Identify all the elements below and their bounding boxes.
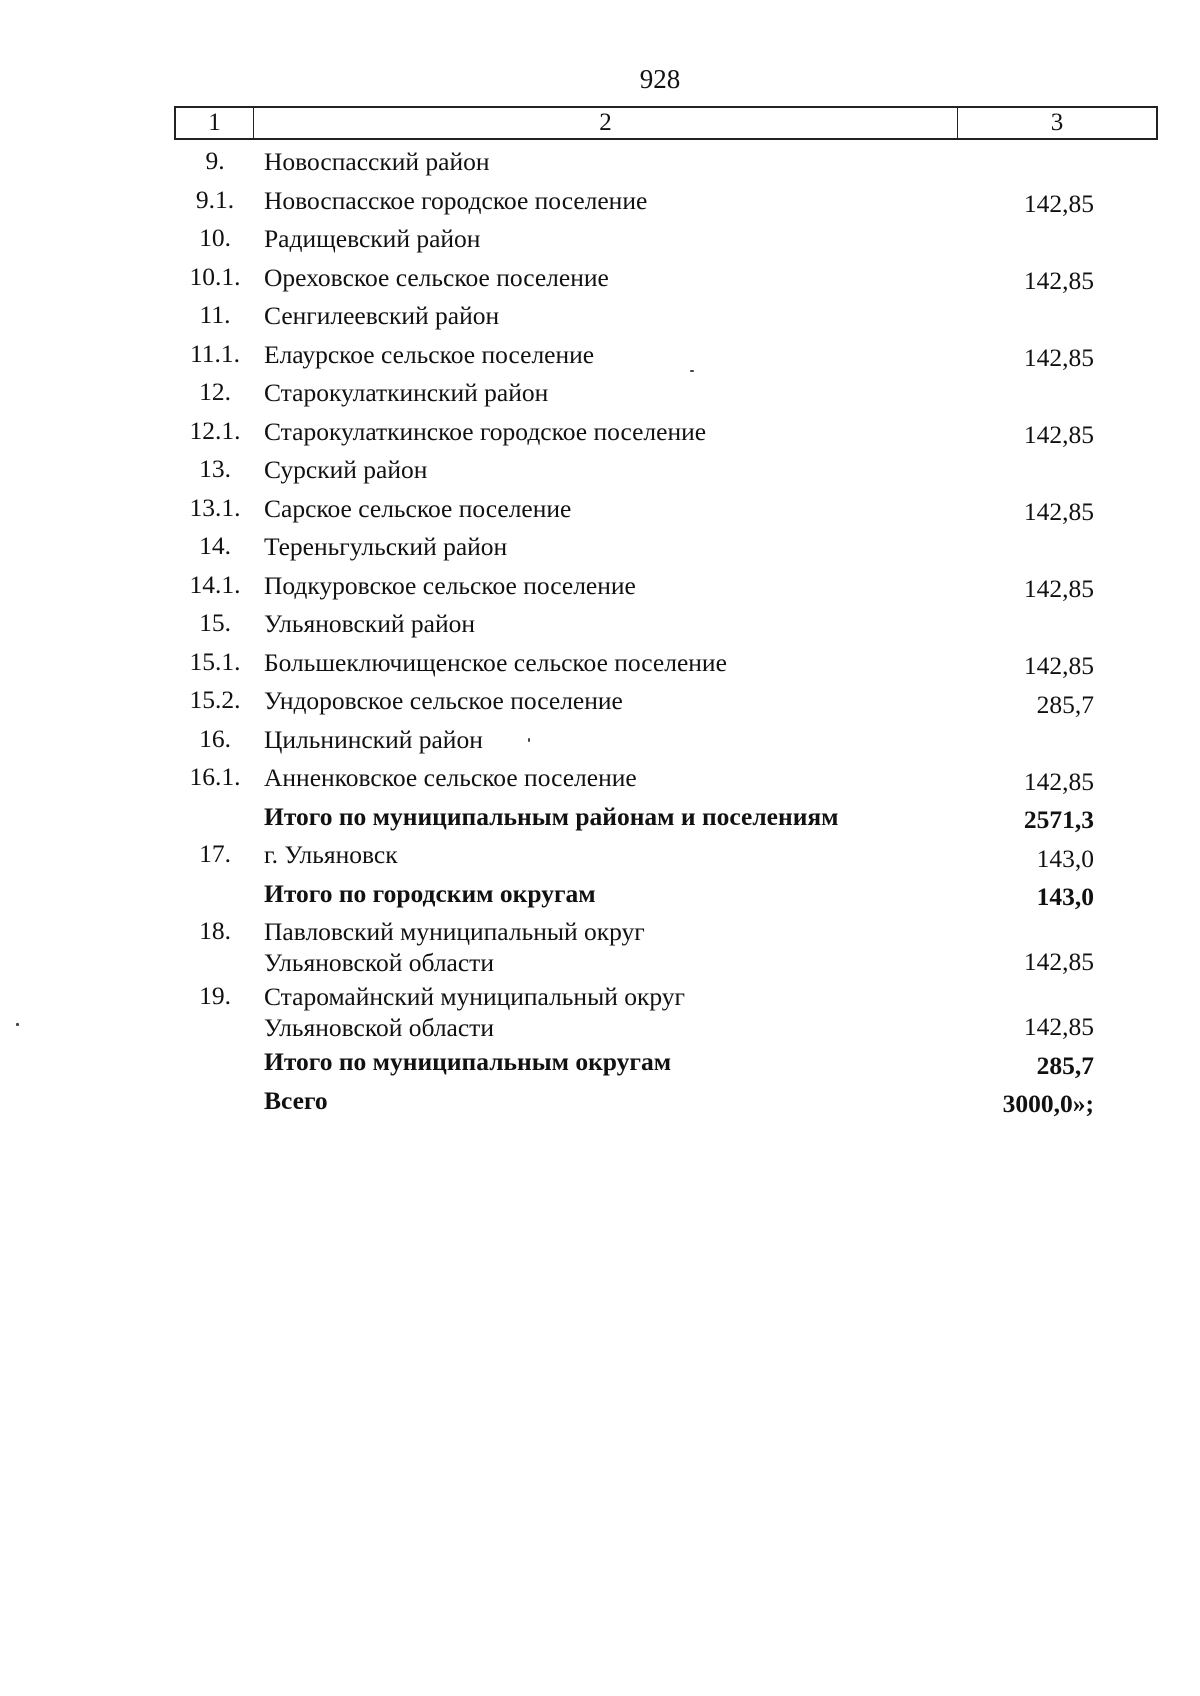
row-name: Сенгилеевский район <box>264 301 500 330</box>
row-name: Цильнинский район <box>264 724 483 754</box>
scan-speck <box>16 1023 19 1026</box>
table-row <box>0 529 1200 568</box>
row-value: 142,85 <box>1023 497 1094 526</box>
table-row <box>0 722 1200 761</box>
table-row <box>0 914 1200 979</box>
row-value: 142,85 <box>1023 947 1094 976</box>
row-value: 285,7 <box>1036 1050 1094 1080</box>
header-col-2: 2 <box>254 108 958 138</box>
table-row <box>0 221 1200 260</box>
row-value: 142,85 <box>1023 574 1094 603</box>
row-name: Елаурское сельское поселение <box>264 339 595 369</box>
row-number: 10.1. <box>189 261 241 291</box>
row-value: 2571,3 <box>1023 805 1094 834</box>
row-number: 13.1. <box>189 492 241 522</box>
row-name: Новоспасское городское поселение <box>264 185 648 215</box>
row-name: Большеключищенское сельское поселение <box>264 647 727 677</box>
row-value: 285,7 <box>1036 689 1094 719</box>
row-number: 11. <box>199 300 231 329</box>
page-number: 928 <box>639 64 681 94</box>
table-row <box>0 683 1200 722</box>
row-number: 19. <box>199 981 231 1010</box>
row-name: Ореховское сельское поселение <box>264 262 609 292</box>
table-row <box>0 606 1200 645</box>
row-value: 143,0 <box>1036 843 1094 873</box>
table-row <box>0 760 1200 799</box>
table-row <box>0 260 1200 299</box>
row-value: 142,85 <box>1023 651 1094 680</box>
row-value: 142,85 <box>1023 189 1094 218</box>
header-col-1: 1 <box>176 108 254 138</box>
table-row <box>0 298 1200 337</box>
row-name: Ундоровское сельское поселение <box>264 686 623 715</box>
row-name: Старокулаткинский район <box>264 378 549 407</box>
table-row <box>0 414 1200 453</box>
table-row <box>0 337 1200 376</box>
row-value: 142,85 <box>1023 343 1094 372</box>
row-name: Тереньгульский район <box>264 532 508 561</box>
total-row <box>0 1044 1200 1083</box>
table-row <box>0 491 1200 530</box>
row-number: 15. <box>199 608 231 637</box>
row-number: 11.1. <box>189 338 241 368</box>
table-row <box>0 144 1200 183</box>
row-number: 14.1. <box>189 569 241 599</box>
scan-speck <box>528 738 530 742</box>
row-value: 142,85 <box>1023 420 1094 449</box>
row-number: 17. <box>199 839 231 868</box>
row-name: г. Ульяновск <box>264 840 398 869</box>
row-name: Ульяновский район <box>264 609 476 638</box>
row-number: 15.2. <box>189 685 241 714</box>
row-number: 16.1. <box>189 762 241 791</box>
table-row <box>0 645 1200 684</box>
table-header <box>174 106 1158 140</box>
row-name: Итого по муниципальным округам <box>264 1047 672 1076</box>
row-value: 142,85 <box>1023 1012 1094 1041</box>
table-row <box>0 979 1200 1044</box>
table-body <box>0 144 1200 1121</box>
row-value: 3000,0»; <box>1002 1089 1094 1118</box>
table-row <box>0 568 1200 607</box>
header-col-3: 3 <box>1050 109 1064 136</box>
row-number: 13. <box>199 454 231 483</box>
table-row <box>0 837 1200 876</box>
row-value: 142,85 <box>1023 266 1094 295</box>
scan-speck <box>690 370 694 372</box>
row-number: 9.1. <box>195 184 235 214</box>
table-row <box>0 375 1200 414</box>
row-number: 9. <box>205 146 225 175</box>
row-number: 12. <box>199 377 231 406</box>
total-row <box>0 876 1200 915</box>
row-number: 12.1. <box>189 415 241 445</box>
table-row <box>0 452 1200 491</box>
row-name: Новоспасский район <box>264 147 490 176</box>
row-value: 143,0 <box>1036 882 1094 911</box>
row-name: Старокулаткинское городское поселение <box>264 416 707 446</box>
row-name: Сурский район <box>264 455 428 484</box>
row-number: 14. <box>199 531 231 560</box>
row-name: Анненковское сельское поселение <box>264 763 637 792</box>
row-name: Старомайнский муниципальный округ Ульяновской области <box>264 982 685 1042</box>
row-name: Всего <box>264 1085 328 1115</box>
total-row <box>0 1083 1200 1122</box>
row-number: 18. <box>199 916 231 945</box>
row-name: Сарское сельское поселение <box>264 493 572 523</box>
row-name: Итого по муниципальным районам и поселениям <box>264 801 839 831</box>
row-number: 16. <box>199 723 231 753</box>
row-name: Итого по городским округам <box>264 878 596 908</box>
row-number: 15.1. <box>189 646 241 676</box>
row-name: Павловский муниципальный округ Ульяновской области <box>264 917 645 977</box>
row-number: 10. <box>199 223 231 252</box>
row-value: 142,85 <box>1023 766 1094 796</box>
table-row <box>0 183 1200 222</box>
total-row <box>0 799 1200 838</box>
row-name: Радищевский район <box>264 224 481 253</box>
row-name: Подкуровское сельское поселение <box>264 570 636 600</box>
